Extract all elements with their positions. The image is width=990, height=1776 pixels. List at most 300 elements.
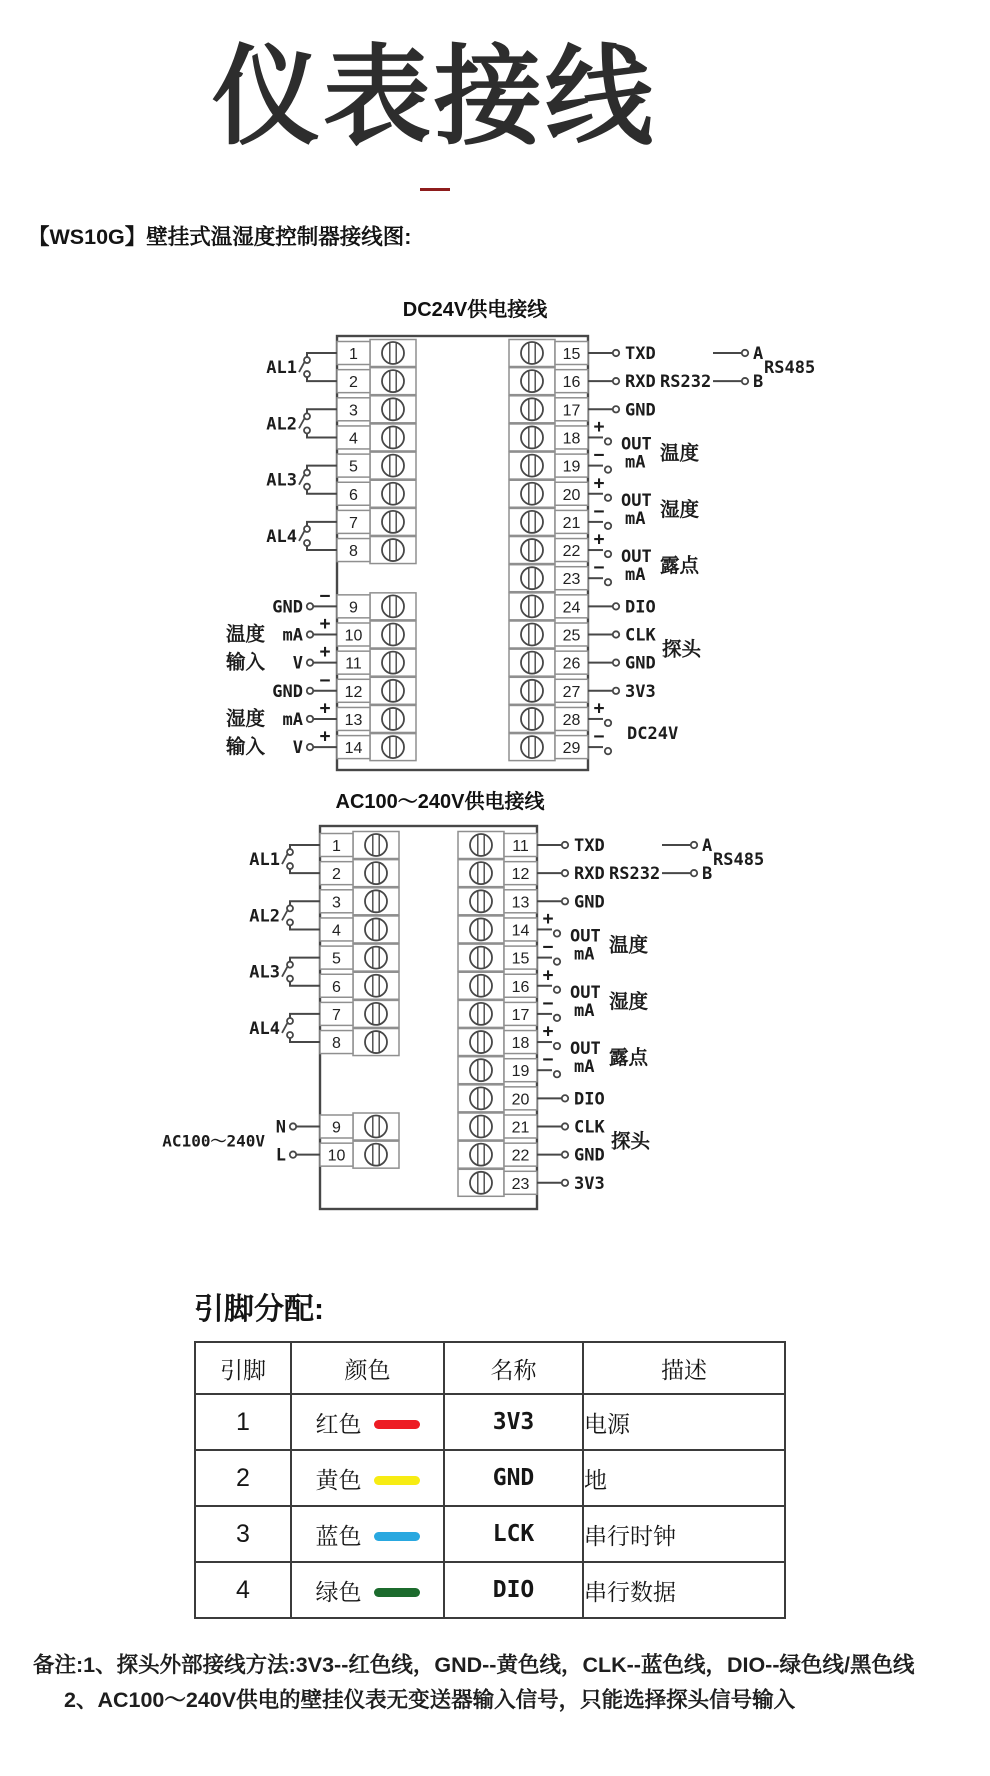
terminal-number: 13 (344, 711, 363, 729)
connection-point (562, 898, 568, 904)
input-group-name: 输入 (225, 736, 265, 759)
out-label: OUT (570, 926, 601, 947)
table-row (195, 1394, 785, 1450)
power-supply-label: DC24V (627, 724, 679, 745)
out-unit-label: mA (625, 508, 646, 529)
connection-point (554, 930, 560, 936)
table-row (195, 1450, 785, 1506)
alarm-wire (290, 869, 320, 873)
alarm-wire (290, 1038, 320, 1042)
input-pin-label: mA (282, 625, 303, 646)
screw-terminal-icon (470, 1031, 492, 1053)
screw-terminal-icon (521, 680, 543, 702)
signal-pin-label: RXD (625, 372, 656, 393)
polarity-sign: + (542, 1021, 554, 1043)
polarity-sign: + (319, 726, 331, 748)
switch-contact (304, 371, 310, 377)
polarity-sign: − (593, 444, 605, 466)
polarity-sign: − (542, 992, 554, 1014)
rs485-terminal-label: A (753, 344, 764, 364)
screw-terminal-icon (470, 1172, 492, 1194)
header-name: 名称 (444, 1342, 583, 1394)
terminal-number: 17 (511, 1006, 530, 1024)
switch-lever-icon (282, 966, 288, 977)
screw-terminal-icon (382, 680, 404, 702)
alarm-wire (290, 845, 320, 849)
terminal-number: 22 (562, 543, 581, 561)
connection-point (613, 631, 619, 637)
connection-point (605, 466, 611, 472)
screw-terminal-icon (382, 595, 404, 617)
screw-terminal-icon (521, 426, 543, 448)
switch-lever-icon (282, 909, 288, 920)
wire-color-cell (291, 1562, 444, 1618)
switch-contact (287, 919, 293, 925)
signal-pin-label: RXD (574, 864, 605, 885)
polarity-sign: + (319, 697, 331, 719)
switch-lever-icon (282, 1022, 288, 1033)
probe-label: 探头 (662, 638, 702, 661)
terminal-number: 24 (562, 599, 581, 617)
screw-terminal-icon (365, 1116, 387, 1138)
connection-point (691, 870, 697, 876)
screw-terminal-icon (470, 1116, 492, 1138)
alarm-wire (290, 925, 320, 929)
terminal-number: 28 (562, 711, 581, 729)
wire-color-swatch (374, 1476, 420, 1485)
pin-number-cell: 3 (195, 1506, 291, 1562)
screw-terminal-icon (521, 624, 543, 646)
screw-terminal-icon (470, 1144, 492, 1166)
probe-pin-label: CLK (625, 625, 656, 646)
switch-contact (287, 976, 293, 982)
out-channel-name: 湿度 (609, 990, 649, 1013)
terminal-number: 14 (511, 922, 530, 940)
pin-number-cell: 4 (195, 1562, 291, 1618)
terminal-number: 2 (332, 866, 341, 884)
probe-pin-label: GND (574, 1145, 605, 1166)
screw-terminal-icon (521, 398, 543, 420)
terminal-number: 19 (511, 1063, 530, 1081)
alarm-wire (307, 466, 337, 470)
color-name: 黄色 (315, 1466, 362, 1493)
screw-terminal-icon (521, 342, 543, 364)
polarity-sign: + (593, 472, 605, 494)
switch-contact (304, 484, 310, 490)
polarity-sign: + (593, 416, 605, 438)
terminal-number: 5 (332, 950, 341, 968)
terminal-number: 17 (562, 402, 581, 420)
connection-point (605, 438, 611, 444)
polarity-sign: + (319, 613, 331, 635)
screw-terminal-icon (382, 736, 404, 758)
connection-point (613, 659, 619, 665)
alarm-label: AL2 (266, 414, 297, 435)
terminal-number: 23 (511, 1175, 530, 1193)
connection-point (605, 720, 611, 726)
terminal-number: 4 (349, 430, 358, 448)
rs485-label: RS485 (713, 850, 765, 871)
polarity-sign: − (593, 726, 605, 748)
polarity-sign: − (319, 669, 331, 691)
power-pin-label: N (275, 1117, 286, 1138)
terminal-number: 21 (562, 514, 581, 532)
terminal-number: 25 (562, 627, 581, 645)
signal-pin-label: GND (574, 892, 605, 913)
connection-point (554, 1015, 560, 1021)
alarm-label: AL4 (249, 1018, 280, 1039)
connection-point (613, 350, 619, 356)
screw-terminal-icon (382, 398, 404, 420)
connection-point (605, 748, 611, 754)
color-name: 红色 (315, 1410, 362, 1437)
alarm-wire (307, 490, 337, 494)
probe-pin-label: 3V3 (625, 681, 656, 702)
probe-pin-label: GND (625, 653, 656, 674)
alarm-wire (290, 982, 320, 986)
signal-pin-label: TXD (574, 836, 605, 856)
probe-pin-label: DIO (625, 597, 656, 618)
terminal-number: 21 (511, 1119, 530, 1137)
screw-terminal-icon (470, 947, 492, 969)
screw-terminal-icon (521, 539, 543, 561)
wire-color-cell (291, 1506, 444, 1562)
screw-terminal-icon (382, 708, 404, 730)
description-cell: 串行数据 (583, 1562, 785, 1618)
terminal-number: 10 (344, 627, 363, 645)
polarity-sign: + (319, 641, 331, 663)
input-group-name: 输入 (225, 651, 265, 674)
terminal-number: 4 (332, 922, 341, 940)
terminal-number: 19 (562, 458, 581, 476)
screw-terminal-icon (382, 652, 404, 674)
input-pin-label: GND (272, 597, 303, 618)
rs485-terminal-label: A (702, 836, 713, 856)
connection-point (554, 1043, 560, 1049)
terminal-number: 9 (349, 599, 358, 617)
polarity-sign: + (593, 529, 605, 551)
screw-terminal-icon (470, 1003, 492, 1025)
screw-terminal-icon (365, 834, 387, 856)
switch-contact (287, 863, 293, 869)
screw-terminal-icon (382, 455, 404, 477)
pin-number-cell: 2 (195, 1450, 291, 1506)
probe-pin-label: DIO (574, 1089, 605, 1110)
out-channel-name: 露点 (609, 1047, 649, 1070)
pin-assignment-heading: 引脚分配: (194, 1293, 324, 1326)
terminal-number: 27 (562, 683, 581, 701)
screw-terminal-icon (365, 1144, 387, 1166)
terminal-number: 9 (332, 1119, 341, 1137)
terminal-number: 16 (562, 374, 581, 392)
rs485-terminal-label: B (753, 372, 764, 393)
switch-contact (304, 427, 310, 433)
table-header-row (195, 1342, 785, 1394)
out-channel-name: 温度 (660, 442, 700, 465)
input-terminal-point (307, 744, 313, 750)
color-name: 绿色 (315, 1578, 362, 1605)
screw-terminal-icon (521, 708, 543, 730)
screw-terminal-icon (470, 834, 492, 856)
rs485-terminal-label: B (702, 864, 713, 885)
input-pin-label: GND (272, 681, 303, 702)
alarm-label: AL4 (266, 526, 297, 547)
diagram-2 (162, 789, 764, 1209)
screw-terminal-icon (521, 595, 543, 617)
input-terminal-point (290, 1151, 296, 1157)
screw-terminal-icon (365, 975, 387, 997)
polarity-sign: + (542, 908, 554, 930)
screw-terminal-icon (521, 567, 543, 589)
terminal-number: 3 (332, 894, 341, 912)
screw-terminal-icon (365, 862, 387, 884)
table-row (195, 1562, 785, 1618)
notes (33, 1648, 914, 1718)
out-label: OUT (621, 490, 652, 511)
connection-point (613, 603, 619, 609)
terminal-number: 23 (562, 571, 581, 589)
connection-point (605, 551, 611, 557)
alarm-label: AL3 (249, 962, 280, 983)
power-source-label: AC100～240V (162, 1131, 265, 1151)
terminal-number: 7 (349, 514, 358, 532)
signal-name-cell: LCK (444, 1506, 583, 1562)
out-unit-label: mA (625, 565, 646, 586)
terminal-number: 10 (327, 1147, 346, 1165)
signal-pin-label: TXD (625, 344, 656, 364)
terminal-number: 26 (562, 655, 581, 673)
terminal-number: 15 (511, 950, 530, 968)
out-unit-label: mA (574, 944, 595, 965)
terminal-number: 11 (512, 838, 529, 855)
input-terminal-point (307, 603, 313, 609)
out-channel-name: 湿度 (660, 498, 700, 521)
connection-point (605, 495, 611, 501)
alarm-wire (307, 377, 337, 381)
polarity-sign: + (593, 697, 605, 719)
terminal-number: 2 (349, 374, 358, 392)
terminal-number: 20 (511, 1091, 530, 1109)
signal-name-cell: 3V3 (444, 1394, 583, 1450)
screw-terminal-icon (382, 624, 404, 646)
connection-point (613, 688, 619, 694)
subtitle: 【WS10G】壁挂式温湿度控制器接线图: (28, 225, 412, 249)
connection-point (562, 1123, 568, 1129)
out-label: OUT (621, 434, 652, 455)
signal-name-cell: DIO (444, 1562, 583, 1618)
polarity-sign: − (593, 500, 605, 522)
input-terminal-point (307, 631, 313, 637)
alarm-label: AL1 (249, 850, 280, 871)
switch-lever-icon (299, 530, 305, 541)
switch-contact (304, 540, 310, 546)
screw-terminal-icon (470, 890, 492, 912)
wire-color-swatch (374, 1532, 420, 1541)
power-pin-label: L (275, 1145, 286, 1166)
terminal-number: 6 (349, 486, 358, 504)
wire-color-swatch (374, 1420, 420, 1429)
connection-point (605, 579, 611, 585)
screw-terminal-icon (470, 1059, 492, 1081)
diagram-title: AC100～240V供电接线 (335, 791, 545, 813)
screw-terminal-icon (521, 455, 543, 477)
signal-pin-label: GND (625, 400, 656, 421)
screw-terminal-icon (365, 1031, 387, 1053)
connection-point (562, 870, 568, 876)
screw-terminal-icon (470, 918, 492, 940)
color-name: 蓝色 (315, 1522, 362, 1549)
terminal-number: 12 (344, 683, 363, 701)
probe-pin-label: CLK (574, 1117, 605, 1138)
terminal-number: 6 (332, 978, 341, 996)
alarm-wire (290, 958, 320, 962)
terminal-number: 3 (349, 402, 358, 420)
wire-color-cell (291, 1394, 444, 1450)
alarm-wire (307, 546, 337, 550)
terminal-number: 29 (562, 740, 581, 758)
header-pin: 引脚 (195, 1342, 291, 1394)
probe-pin-label: 3V3 (574, 1173, 605, 1194)
probe-label: 探头 (611, 1130, 651, 1153)
screw-terminal-icon (382, 426, 404, 448)
signal-name-cell: GND (444, 1450, 583, 1506)
polarity-sign: − (593, 557, 605, 579)
alarm-wire (307, 522, 337, 526)
terminal-number: 18 (511, 1035, 530, 1053)
terminal-number: 1 (332, 838, 341, 855)
interface-tag: RS232 (609, 864, 661, 885)
connection-point (613, 378, 619, 384)
connection-point (554, 1071, 560, 1077)
screw-terminal-icon (382, 370, 404, 392)
alarm-wire (290, 901, 320, 905)
note-line: 备注:1、探头外部接线方法:3V3--红色线，GND--黄色线，CLK--蓝色线，DIO--绿色线/黑色线 (33, 1653, 915, 1677)
switch-lever-icon (282, 853, 288, 864)
out-label: OUT (570, 1039, 601, 1060)
connection-point (691, 842, 697, 848)
diagram-1 (225, 297, 815, 770)
screw-terminal-icon (365, 890, 387, 912)
screw-terminal-icon (365, 1003, 387, 1025)
note-line: 2、AC100～240V供电的壁挂仪表无变送器输入信号，只能选择探头信号输入 (64, 1688, 796, 1712)
input-terminal-point (290, 1123, 296, 1129)
polarity-sign: − (542, 1049, 554, 1071)
alarm-wire (290, 1014, 320, 1018)
terminal-number: 15 (562, 346, 581, 363)
switch-lever-icon (299, 361, 305, 372)
out-channel-name: 露点 (660, 555, 700, 578)
table-row (195, 1506, 785, 1562)
input-group-name: 湿度 (225, 707, 265, 730)
terminal-number: 12 (511, 866, 530, 884)
page-title: 仪表接线 (211, 36, 656, 157)
description-cell: 地 (583, 1450, 785, 1506)
screw-terminal-icon (521, 736, 543, 758)
polarity-sign: − (542, 936, 554, 958)
switch-lever-icon (299, 417, 305, 428)
wire-color-cell (291, 1450, 444, 1506)
alarm-label: AL3 (266, 470, 297, 491)
out-unit-label: mA (574, 1000, 595, 1021)
screw-terminal-icon (521, 511, 543, 533)
connection-point (742, 378, 748, 384)
pin-number-cell: 1 (195, 1394, 291, 1450)
input-pin-label: V (292, 738, 303, 759)
out-unit-label: mA (625, 452, 646, 473)
terminal-number: 13 (511, 894, 530, 912)
connection-point (562, 1095, 568, 1101)
description-cell: 电源 (583, 1394, 785, 1450)
terminal-number: 7 (332, 1006, 341, 1024)
diagram-title: DC24V供电接线 (402, 299, 548, 321)
screw-terminal-icon (382, 483, 404, 505)
terminal-number: 1 (349, 346, 358, 363)
header-desc: 描述 (583, 1342, 785, 1394)
rs485-label: RS485 (764, 358, 816, 379)
screw-terminal-icon (521, 652, 543, 674)
terminal-number: 20 (562, 486, 581, 504)
connection-point (605, 523, 611, 529)
terminal-number: 16 (511, 978, 530, 996)
screw-terminal-icon (382, 539, 404, 561)
connection-point (562, 1180, 568, 1186)
interface-tag: RS232 (660, 372, 712, 393)
connection-point (562, 1151, 568, 1157)
terminal-number: 22 (511, 1147, 530, 1165)
pin-assignment-table (194, 1341, 786, 1619)
description-cell: 串行时钟 (583, 1506, 785, 1562)
screw-terminal-icon (470, 975, 492, 997)
connection-point (562, 842, 568, 848)
terminal-number: 5 (349, 458, 358, 476)
screw-terminal-icon (382, 511, 404, 533)
input-pin-label: V (292, 653, 303, 674)
polarity-sign: − (319, 585, 331, 607)
polarity-sign: + (542, 964, 554, 986)
terminal-number: 11 (345, 655, 362, 673)
out-label: OUT (621, 547, 652, 568)
input-pin-label: mA (282, 709, 303, 730)
screw-terminal-icon (470, 862, 492, 884)
screw-terminal-icon (521, 483, 543, 505)
alarm-wire (307, 433, 337, 437)
input-terminal-point (307, 716, 313, 722)
screw-terminal-icon (382, 342, 404, 364)
alarm-wire (307, 409, 337, 413)
terminal-number: 8 (349, 543, 358, 561)
terminal-number: 8 (332, 1035, 341, 1053)
connection-point (613, 406, 619, 412)
input-group-name: 温度 (225, 623, 265, 646)
connection-point (554, 987, 560, 993)
switch-contact (287, 1032, 293, 1038)
screw-terminal-icon (521, 370, 543, 392)
terminal-number: 14 (344, 740, 363, 758)
alarm-wire (307, 353, 337, 357)
screw-terminal-icon (365, 918, 387, 940)
screw-terminal-icon (365, 947, 387, 969)
out-channel-name: 温度 (609, 934, 649, 957)
out-unit-label: mA (574, 1057, 595, 1078)
connection-point (742, 350, 748, 356)
header-color: 颜色 (291, 1342, 444, 1394)
input-terminal-point (307, 688, 313, 694)
connection-point (554, 958, 560, 964)
table-body (195, 1394, 785, 1618)
switch-lever-icon (299, 474, 305, 485)
alarm-label: AL2 (249, 906, 280, 927)
out-label: OUT (570, 982, 601, 1003)
